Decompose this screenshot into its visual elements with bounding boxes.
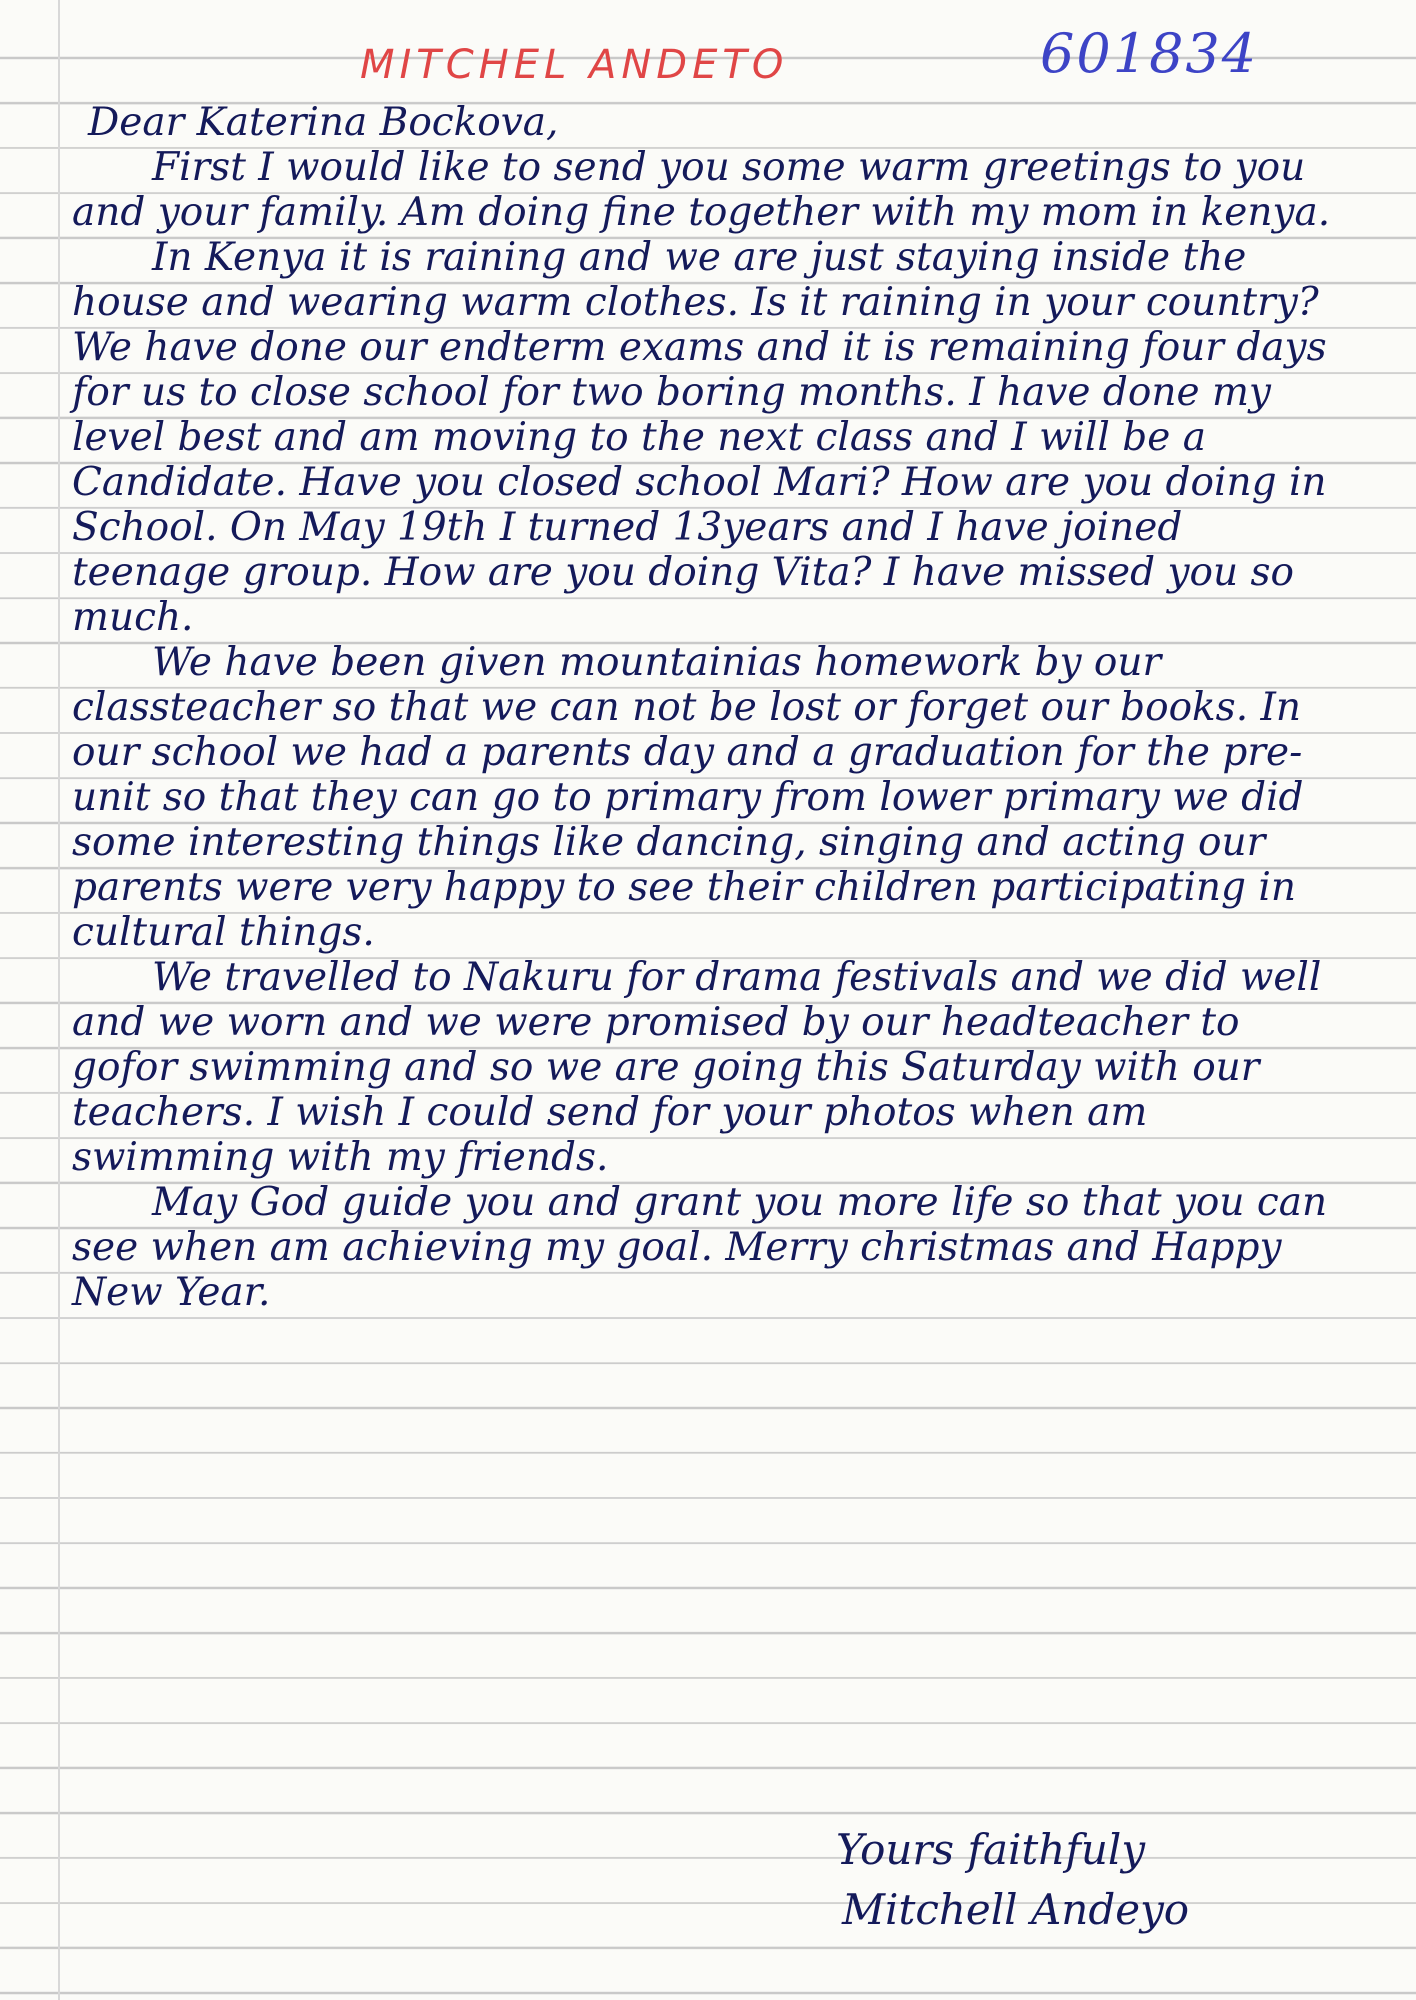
closing-line: Yours faithfuly (836, 1825, 1146, 1874)
header-id: 601834 (1040, 22, 1259, 85)
signature: Mitchell Andeyo (842, 1885, 1190, 1934)
header-name: MITCHEL ANDETO (360, 42, 789, 88)
paragraph-5: May God guide you and grant you more life so that you can see when am achieving my goal. Merry christmas and Happy New Year. (72, 1180, 1328, 1315)
paragraph-1: First I would like to send you some warm greetings to you and your family. Am doing fine together with my mom in kenya. (72, 145, 1331, 235)
paragraph-3: We have been given mountainias homework by our classteacher so that we can not be lost or forget our books. In our school we had a parents day and a graduation for the pre-unit so that they can go to primary from lower primary we did some interesting things like dancing, singing and acting our parents were very happy to see their children participating in cultural things. (72, 640, 1304, 955)
margin-rule (58, 0, 60, 2000)
closing-block (836, 1820, 1189, 1940)
letter-body (72, 100, 1332, 1315)
paragraph-2: In Kenya it is raining and we are just staying inside the house and wearing warm clothes. Is it raining in your country? We have done our endterm exams and it is remaining four days for us to close school for two boring months. I have done my level best and am moving to the next class and I will be a Candidate. Have you closed school Mari? How are you doing in School. On May 19th I turned 13years and I have joined teenage group. How are you doing Vita? I have missed you so much. (72, 235, 1327, 640)
paragraph-4: We travelled to Nakuru for drama festivals and we did well and we worn and we were promised by our headteacher to gofor swimming and so we are going this Saturday with our teachers. I wish I could send for your photos when am swimming with my friends. (72, 955, 1322, 1180)
greeting: Dear Katerina Bockova, (88, 100, 559, 145)
